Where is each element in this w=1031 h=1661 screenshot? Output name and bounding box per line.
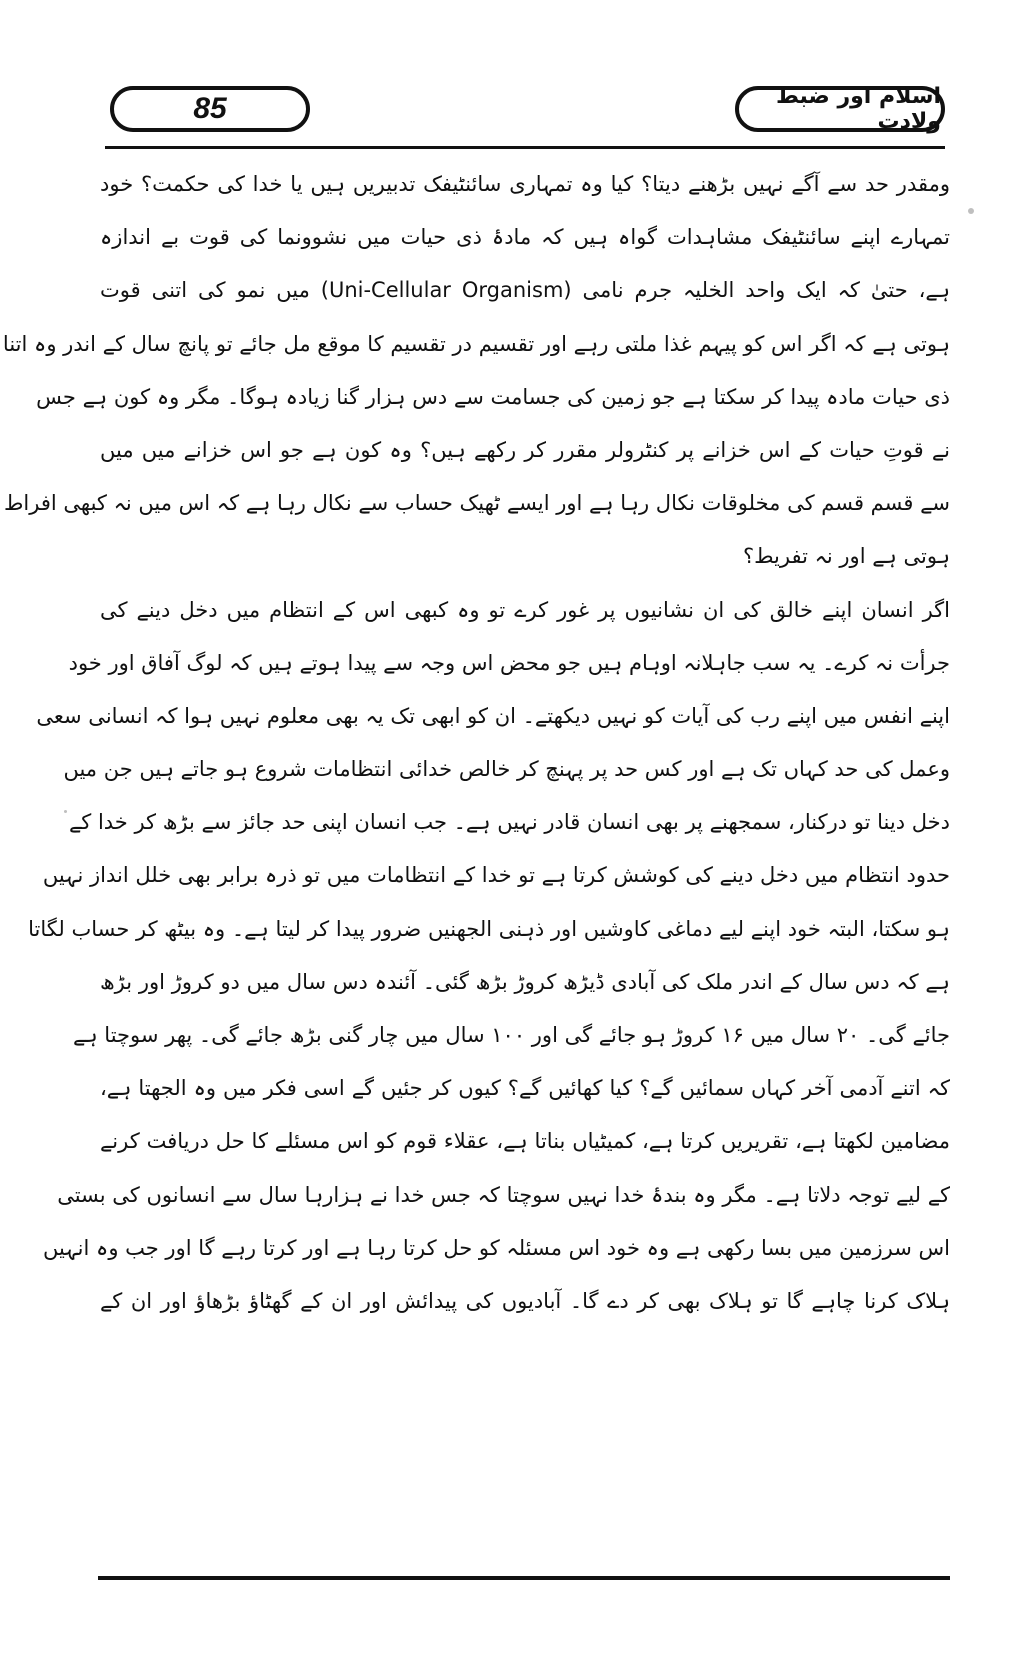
body-text	[2, 158, 951, 1328]
text-line: اگر انسان اپنے خالق کی ان نشانیوں پر غور کرے تو وہ کبھی اس کے انتظام میں دخل دینے کی	[100, 597, 950, 622]
text-line: ہے، حتیٰ کہ ایک واحد الخلیہ جرم نامی (Uni-Cellular Organism) میں نمو کی اتنی قوت	[100, 278, 951, 303]
scan-speck	[64, 810, 67, 813]
paragraph-end-line: ہوتی ہے اور نہ تفریط؟	[742, 544, 950, 569]
text-line: اس سرزمین میں بسا رکھی ہے وہ خود اس مسئلہ کو حل کرتا رہا ہے اور کرتا رہے گا اور جب وہ انہیں	[43, 1235, 950, 1260]
page-number: 85	[193, 92, 227, 125]
text-line: تمہارے اپنے سائنٹیفک مشاہدات گواہ ہیں کہ مادۂ ذی حیات میں نشوونما کی قوت بے اندازہ	[100, 225, 950, 250]
text-line: اپنے انفس میں اپنے رب کی آیات کو نہیں دیکھتے۔ ان کو ابھی تک یہ بھی معلوم نہیں ہوا کہ انسانی سعی	[36, 703, 950, 728]
text-line: جرأت نہ کرے۔ یہ سب جاہلانہ اوہام ہیں جو محض اس وجہ سے پیدا ہوتے ہیں کہ لوگ آفاق اور خود	[68, 650, 950, 675]
text-line: سے قسم قسم کی مخلوقات نکال رہا ہے اور ایسے ٹھیک حساب سے نکال رہا ہے کہ اس میں نہ کبھی افراط	[4, 491, 950, 516]
text-line: ہوتی ہے کہ اگر اس کو پیہم غذا ملتی رہے اور تقسیم در تقسیم کا موقع مل جائے تو پانچ سال کے اندر وہ اتنا	[2, 331, 950, 356]
running-title-badge	[735, 86, 945, 132]
text-line: دخل دینا تو درکنار، سمجھنے پر بھی انسان قادر نہیں ہے۔ جب انسان اپنی حد جائز سے بڑھ کر خدا کے	[68, 810, 950, 835]
text-line: ہلاک کرنا چاہے گا تو ہلاک بھی کر دے گا۔ آبادیوں کی پیدائش اور ان کے گھٹاؤ بڑھاؤ اور ان کے	[100, 1288, 950, 1313]
page-header	[105, 86, 945, 146]
header-divider	[105, 146, 945, 149]
text-line: کے لیے توجہ دلاتا ہے۔ مگر وہ بندۂ خدا نہیں سوچتا کہ جس خدا نے ہزارہا سال سے انسانوں کی بستی	[57, 1182, 950, 1207]
scan-speck	[968, 208, 974, 214]
running-title: اسلام اور ضبط ولادت	[776, 84, 941, 134]
text-line: حدود انتظام میں دخل دینے کی کوشش کرتا ہے تو خدا کے انتظامات میں تو ذرہ برابر بھی خلل انداز نہیں	[42, 863, 950, 888]
text-line: کہ اتنے آدمی آخر کہاں سمائیں گے؟ کیا کھائیں گے؟ کیوں کر جئیں گے اسی فکر میں وہ الجھتا ہے،	[100, 1076, 950, 1101]
text-line: وعمل کی حد کہاں تک ہے اور کس حد پر پہنچ کر خالص خدائی انتظامات شروع ہو جاتے ہیں جن میں	[63, 757, 950, 782]
text-line: جائے گی۔ ۲۰ سال میں ۱۶ کروڑ ہو جائے گی اور ۱۰۰ سال میں چار گنی بڑھ جائے گی۔ پھر سوچتا ہے	[73, 1023, 950, 1047]
page-number-badge	[110, 86, 310, 132]
footer-divider	[98, 1576, 950, 1580]
text-line: نے قوتِ حیات کے اس خزانے پر کنٹرولر مقرر کر رکھے ہیں؟ وہ کون ہے جو اس خزانے میں میں	[100, 437, 950, 462]
text-line: ومقدر حد سے آگے نہیں بڑھنے دیتا؟ کیا وہ تمہاری سائنٹیفک تدبیریں ہیں یا خدا کی حکمت؟ خود	[100, 172, 950, 196]
text-line: مضامین لکھتا ہے، تقریریں کرتا ہے، کمیٹیاں بناتا ہے، عقلاء قوم کو اس مسئلے کا حل دریافت کرنے	[100, 1129, 950, 1154]
text-line: ہو سکتا، البتہ خود اپنے لیے دماغی کاوشیں اور ذہنی الجھنیں ضرور پیدا کر لیتا ہے۔ وہ بیٹھ کر حساب لگاتا	[28, 916, 950, 941]
text-line: ذی حیات مادہ پیدا کر سکتا ہے جو زمین کی جسامت سے دس ہزار گنا زیادہ ہوگا۔ مگر وہ کون ہے جس	[36, 384, 950, 409]
text-line: ہے کہ دس سال کے اندر ملک کی آبادی ڈیڑھ کروڑ بڑھ گئی۔ آئندہ دس سال میں دو کروڑ اور بڑھ	[100, 969, 950, 994]
